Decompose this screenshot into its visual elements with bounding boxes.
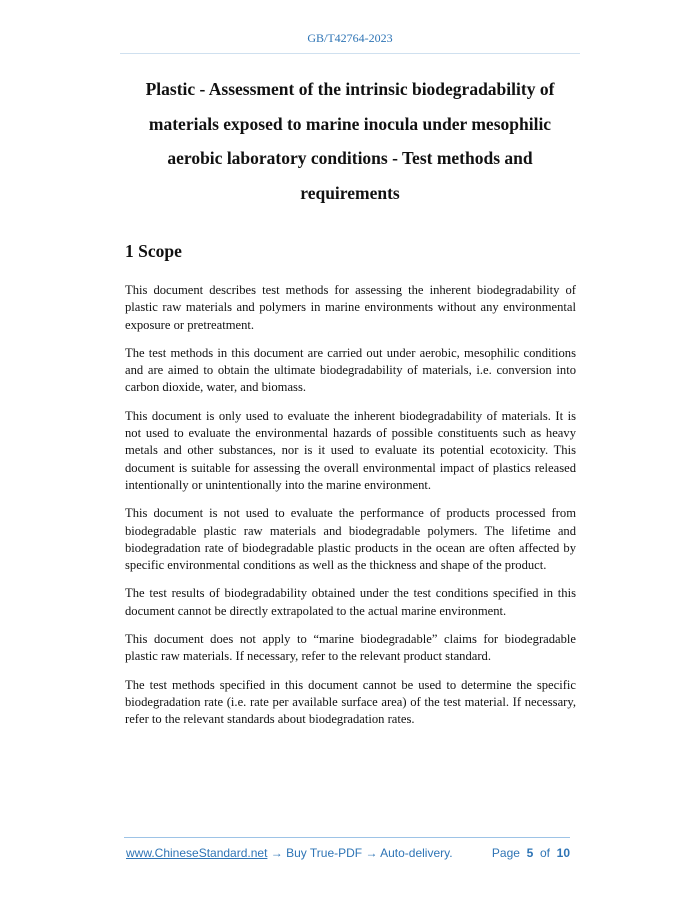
current-page: 5 (526, 846, 534, 860)
paragraph: This document is only used to evaluate the inherent biodegradability of materials. It is not used to evaluate the environmental hazards of possible constituents such as heavy metals and other substances, nor is it used to evaluate its potential ecotoxicity. This document is suitable for assessing the overall environmental impact of plastics released intentionally or unintentionally into the marine environment. (125, 408, 576, 492)
paragraph: The test methods in this document are carried out under aerobic, mesophilic conditions and are aimed to obtain the ultimate biodegradability of materials, i.e. conversion into carbon dioxide, water, and biomass. (125, 345, 576, 395)
paragraph: This document is not used to evaluate the performance of products processed from biodegradable plastic raw materials and biodegradable polymers. The lifetime and biodegradation rate of biodegradable plastic products in the ocean are often affected by specific environmental conditions as well as the thickness and shape of the product. (125, 506, 576, 573)
footer-promo (126, 846, 453, 860)
document-title (125, 72, 575, 210)
page-label: Page (491, 846, 520, 860)
footer (126, 846, 570, 860)
paragraph: The test methods specified in this document cannot be used to determine the specific biodegradation rate (i.e. rate per available surface area) of the test material. If necessary, refer to the relevant standards about biodegradation rates. (125, 677, 576, 727)
section-body (125, 282, 576, 740)
paragraph: This document does not apply to “marine biodegradable” claims for biodegradable plastic raw materials. If necessary, refer to the relevant product standard. (125, 632, 576, 664)
document-code-header: GB/T42764-2023 (307, 31, 393, 45)
paragraph: This document describes test methods for assessing the inherent biodegradability of plastic raw materials and polymers in marine environments without any environmental exposure or pretreatment. (125, 283, 576, 332)
title-line: Plastic - Assessment of the intrinsic biodegradability of (145, 79, 555, 99)
title-line: requirements (300, 182, 400, 203)
website-link[interactable]: www.ChineseStandard.net (126, 846, 268, 860)
title-line: materials exposed to marine inocula under mesophilic (148, 113, 552, 134)
promo-text: → Buy True-PDF → Auto-delivery. (267, 846, 453, 860)
title-line: aerobic laboratory conditions - Test methods and (167, 148, 533, 168)
header-divider (120, 53, 580, 54)
footer-divider (124, 837, 570, 838)
page-indicator (492, 846, 570, 860)
paragraph: The test results of biodegradability obtained under the test conditions specified in this document cannot be directly extrapolated to the actual marine environment. (125, 586, 576, 618)
of-label: of (539, 846, 550, 860)
section-heading: 1 Scope (125, 241, 182, 261)
total-pages: 10 (556, 846, 570, 860)
